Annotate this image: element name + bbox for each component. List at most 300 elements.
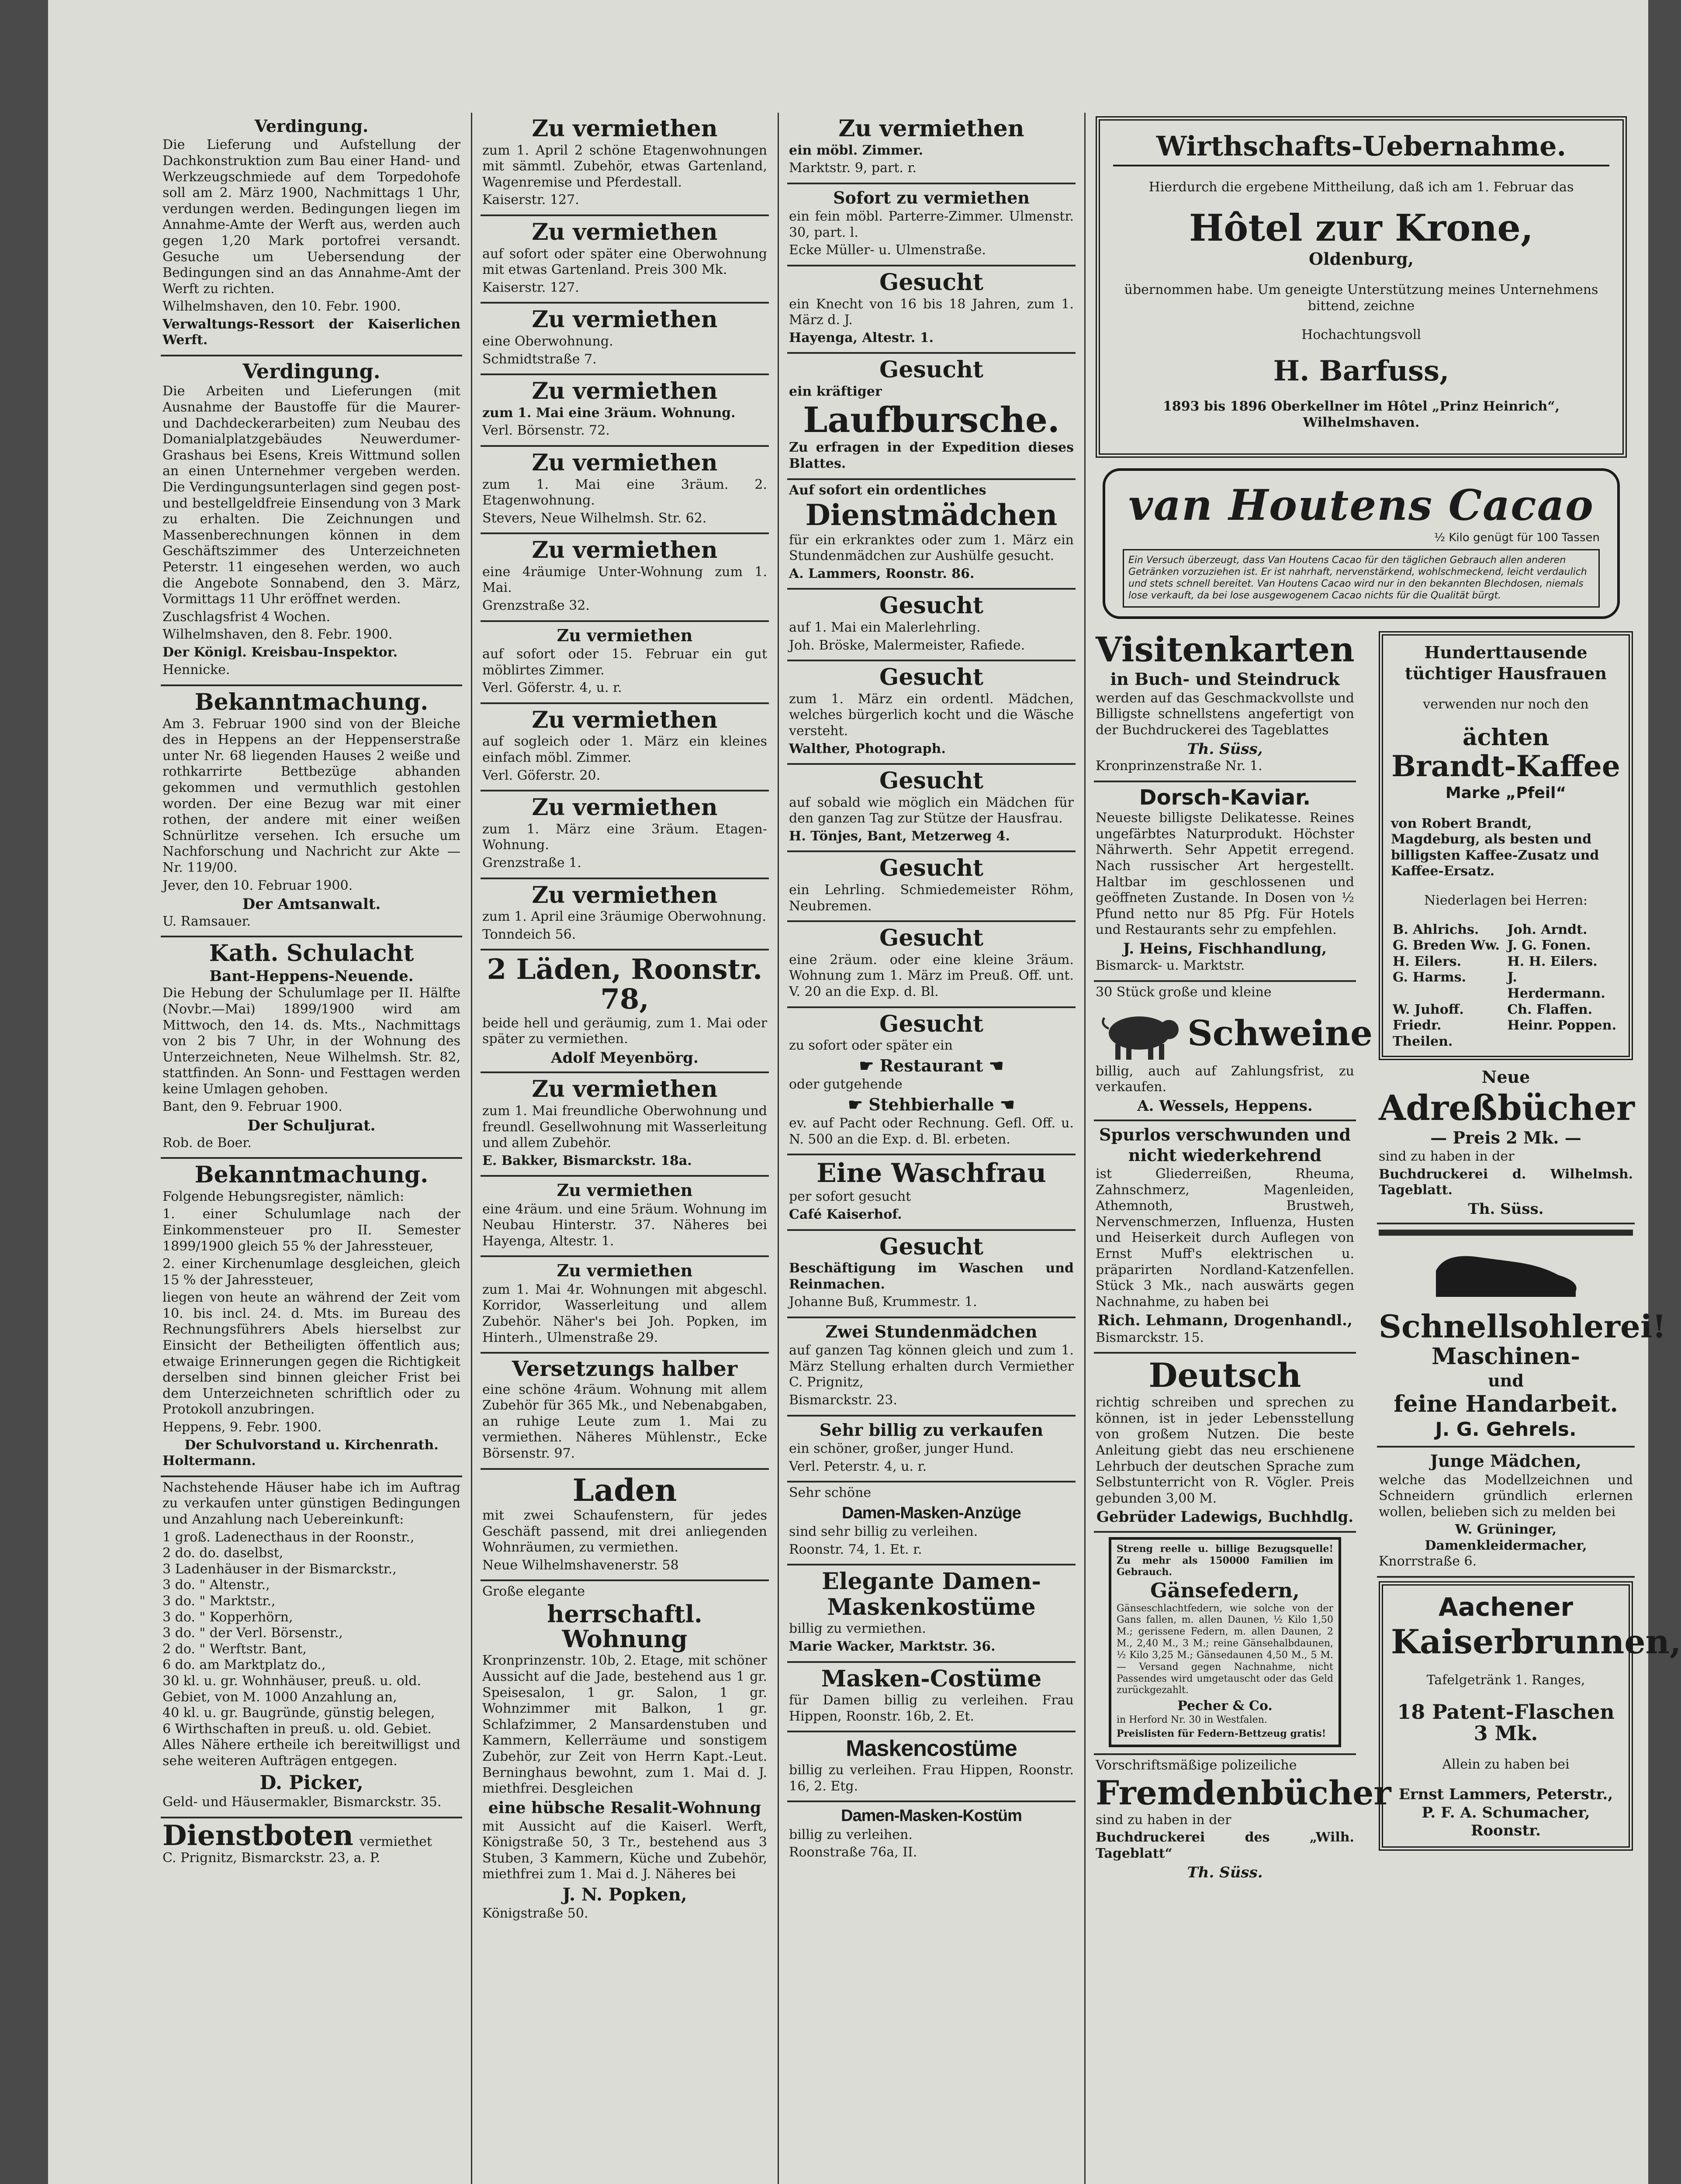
ad-schnellsohlerei: [1377, 1224, 1666, 1448]
cacao-subtitle: ½ Kilo genügt für 100 Tassen: [1434, 531, 1600, 544]
ad-line: verwenden nur noch den: [1423, 697, 1589, 712]
ad-body: ein schöner, großer, junger Hund.: [789, 1441, 1014, 1456]
ad-signature: Th. Süss.: [1187, 1863, 1263, 1881]
ad-city: Oldenburg,: [1309, 249, 1414, 269]
ad-title: 2 Läden, Roonstr. 78,: [487, 953, 763, 1016]
ad-aachener-kaiserbrunnen: [1379, 1581, 1681, 1851]
ad-title: Sofort zu vermiethen: [833, 187, 1030, 207]
ad-address: Schmidtstraße 7.: [482, 351, 597, 367]
ad-fremdenbuecher: [1094, 1755, 1391, 1886]
ad-name: Rob. de Boer.: [163, 1135, 252, 1151]
ad-body: beide hell und geräumig, zum 1. Mai oder später zu vermiethen.: [482, 1015, 767, 1047]
table-cell: B. Ahlrichs.: [1393, 922, 1479, 937]
ad-body: Kronprinzenstr. 10b, 2. Etage, mit schöner Aussicht auf die Jade, bestehend aus 1 gr. Speisesalon, 1 gr. Salon, 1 gr. Wohnzimmer mit Balkon, 1 gr. Schlafzimmer, 2 Mansardenstuben und Kammern, Kellerräume und sonstigem Zubehör, zur Zeit von Herrn Kapt.-Leut. Berninghaus bewohnt, zum 1. Mai d. J. miethfrei. Desgleichen: [482, 1653, 767, 1797]
table-row: [1391, 938, 1621, 954]
ad-firm: Pecher & Co.: [1177, 1698, 1273, 1714]
ad-body: auf sobald wie möglich ein Mädchen für den ganzen Tag zur Stütze der Hausfrau.: [789, 795, 1074, 826]
ad-title: Dienstmädchen: [805, 498, 1058, 532]
table-cell: Ch. Flaffen.: [1507, 1002, 1593, 1017]
ad-pretitle: Sehr schöne: [789, 1485, 872, 1501]
cacao-brand: van Houtens Cacao: [1128, 480, 1594, 530]
ad-address: Marie Wacker, Marktstr. 36.: [789, 1639, 996, 1655]
ad-title: Kaiserbrunnen,: [1391, 1622, 1681, 1661]
ad-intro: Nachstehende Häuser habe ich im Auftrag zu verkaufen unter günstigen Bedingungen und Anzahlung nach Uebereinkunft:: [163, 1479, 460, 1527]
ad-zu-vermiethen: [481, 304, 769, 375]
column-2: [481, 113, 769, 2184]
ad-dorsch-kaviar: [1094, 782, 1356, 982]
ad-subtitle: Geld- und Häusermakler, Bismarckstr. 35.: [163, 1794, 442, 1810]
table-cell: H. H. Eilers.: [1507, 954, 1598, 969]
ad-title-2: Laufbursche.: [803, 399, 1060, 441]
ad-address: Bismarckstr. 15.: [1096, 1330, 1204, 1345]
ad-date: Heppens, 9. Febr. 1900.: [163, 1420, 322, 1435]
ad-body: billig zu verleihen. Frau Hippen, Roonstr. 16, 2. Etg.: [789, 1762, 1074, 1794]
ad-signature: J. N. Popken,: [562, 1884, 687, 1905]
ad-address: Grenzstraße 32.: [482, 598, 590, 614]
ad-zu-vermiethen: [481, 879, 769, 951]
ad-signature: Verwaltungs-Ressort der Kaiserlichen Werft.: [163, 316, 460, 348]
ad-body: zum 1. März eine 3räum. Etagen-Wohnung.: [482, 821, 767, 853]
ad-bekanntmachung-amtsanwalt: [161, 686, 462, 937]
ad-zu-vermiethen: [481, 113, 769, 216]
ad-signature: Der Amtsanwalt.: [242, 895, 381, 913]
ad-address: Grenzstraße 1.: [482, 855, 581, 871]
ad-brandt-kaffee: [1379, 631, 1633, 1061]
ad-kath-schulacht: [161, 937, 462, 1159]
ad-place: Buchdruckerei des „Wilh. Tageblatt“: [1096, 1830, 1354, 1862]
ad-title: Zu vermiethen: [532, 881, 718, 909]
ad-body: mit zwei Schaufenstern, für jedes Geschäft passend, mit drei anliegenden Wohnräumen, zu vermiethen.: [482, 1508, 767, 1555]
ad-schweine: [1094, 982, 1373, 1121]
ad-subtitle: in Buch- und Steindruck: [1110, 669, 1340, 689]
ad-signature: J. G. Gehrels.: [1435, 1418, 1577, 1441]
ad-title: Dienstboten: [163, 1819, 353, 1852]
dealer-table: [1391, 922, 1621, 1050]
table-row: [1391, 954, 1621, 970]
ad-title: Sehr billig zu verkaufen: [819, 1420, 1044, 1440]
ad-signature: Rich. Lehmann, Drogenhandl.,: [1097, 1312, 1352, 1330]
ad-pretitle: Große elegante: [482, 1584, 585, 1600]
ad-body: zum 1. Mai eine 3räum. 2. Etagenwohnung.: [482, 477, 767, 508]
ad-body: eine 4räum. und eine 5räum. Wohnung im Neubau Hinterstr. 37. Näheres bei Hayenga, Altestr. 1.: [482, 1201, 767, 1249]
ad-title: Fremdenbücher: [1096, 1773, 1391, 1813]
ad-top: Streng reelle u. billige Bezugsquelle! Zu mehr als 150000 Familien im Gebrauch.: [1117, 1543, 1333, 1578]
ad-intro: Hierdurch die ergebene Mittheilung, daß ich am 1. Februar das: [1148, 180, 1574, 195]
column-4: [1094, 113, 1681, 2184]
ad-date: Jever, den 10. Februar 1900.: [163, 878, 353, 893]
divider-bar: [1379, 1230, 1633, 1236]
ad-place: Buchdruckerei d. Wilhelmsh. Tageblatt.: [1379, 1166, 1633, 1198]
ad-signature: Gebrüder Ladewigs, Buchhdlg.: [1096, 1508, 1354, 1526]
ad-body: eine 2räum. oder eine kleine 3räum. Wohnung zum 1. März im Preuß. Off. unt. V. 20 an die Exp. d. Bl.: [789, 952, 1074, 1000]
ad-address: Neue Wilhelmshavenerstr. 58: [482, 1557, 679, 1573]
ad-title: Elegante Damen-: [822, 1568, 1041, 1595]
ad-zu-vermiethen: [787, 113, 1076, 184]
ad-line: Tafelgetränk 1. Ranges,: [1426, 1672, 1585, 1688]
ad-address: Kaiserstr. 127.: [482, 280, 579, 295]
ad-address: Königstraße 50.: [482, 1905, 588, 1921]
ad-body: eine schöne 4räum. Wohnung mit allem Zubehör für 365 Mk., und Nebenabgaben, an ruhige Leute zum 1. Mai zu vermiethen. Näheres Mühlenstr., Ecke Börsenstr. 97.: [482, 1382, 767, 1461]
ad-title: Zu vermiethen: [532, 306, 718, 333]
ad-zu-vermiethen: [481, 791, 769, 879]
ad-body: ev. auf Pacht oder Rechnung. Gefl. Off. u. N. 500 an die Exp. d. Bl. erbeten.: [789, 1116, 1074, 1147]
ad-hund-verkaufen: [787, 1417, 1076, 1483]
ad-line: P. F. A. Schumacher, Roonstr.: [1422, 1804, 1590, 1840]
table-cell: G. Harms.: [1393, 970, 1467, 985]
ad-title: Brandt-Kaffee: [1391, 749, 1620, 784]
ad-body: zum 1. Mai 4r. Wohnungen mit abgeschl. Korridor, Wasserleitung und allem Zubehör. Näher's bei Joh. Popken, im Hinterh., Ulmenstraße 29.: [482, 1282, 767, 1345]
ad-body: richtig schreiben und sprechen zu können, ist in jeder Lebensstellung von großem Nutzen. Die beste Anleitung giebt das neu erschienene Lehrbuch der deutschen Sprache zum Selbstunterricht von R. Vögler. Preis gebunden 3,00 M.: [1096, 1395, 1354, 1506]
ad-address: Roonstr. 74, 1. Et. r.: [789, 1541, 922, 1557]
ad-laeden-roonstr: [481, 950, 769, 1073]
list-item: 3 do. " der Verl. Börsenstr.,: [163, 1625, 343, 1641]
ad-title: Schnellsohlerei!: [1379, 1308, 1666, 1345]
column-3: [787, 113, 1076, 2184]
ad-body: Die Lieferung und Aufstellung der Dachkonstruktion zum Bau einer Hand- und Werkzeugschmiede auf dem Torpedohofe soll am 2. März 1900, Nachmittags 1 Uhr, verdungen werden. Bedingungen liegen im Annahme-Amte der Werft aus, werden auch gegen 1,20 Mark portofrei versandt. Gesuche um Uebersendung der Bedingungen sind an das Annahme-Amt der Werft zu richten.: [163, 137, 460, 297]
ad-title: Bekanntmachung.: [194, 1161, 429, 1189]
ad-address: Bismarckstr. 23.: [789, 1393, 897, 1408]
ad-body: liegen von heute an während der Zeit vom 10. bis incl. 24. d. Mts. im Bureau des Rechnungsführers Abels hierselbst zur Einsicht der Betheiligten öffentlich aus; etwaige Erinnerungen gegen die Richtigkeit derselben sind binnen gleicher Frist bei dem Unterzeichneten schriftlich oder zu Protokoll anzubringen.: [163, 1290, 460, 1417]
ad-address: Joh. Bröske, Malermeister, Rafiede.: [789, 637, 1025, 653]
cacao-body: Ein Versuch überzeugt, dass Van Houtens Cacao für den täglichen Gebrauch allen anderen Getränken vorzuziehen ist. Er ist nahrhaft, nervenstärkend, wohlschmeckend, leicht verdaulich und stets schnell bereitet. Van Houtens Cacao wird nur in den bekannten Blechdosen, niemals lose verkauft, da bei lose ausgewogenem Cacao nichts für die Qualität bürgt.: [1123, 549, 1600, 607]
ad-body: eine 4räumige Unter-Wohnung zum 1. Mai.: [482, 564, 767, 596]
ad-body: Gänseschlachtfedern, wie solche von der Gans fallen, m. allen Daunen, ½ Kilo 1,50 M.; gerissene Federn, m. allen Daunen, 2 M., 2,40 M., 3 M.; reine Gänsehalbdaunen, ½ Kilo 3,25 M.; Gänsedaunen 4,50 M., 5 M. — Versand gegen Nachnahme, nicht Passendes wird umgetauscht oder das Geld zurückgezahlt.: [1117, 1603, 1333, 1696]
ad-body: oder gutgehende: [789, 1077, 903, 1092]
list-item: 3 do. " Kopperhörn,: [163, 1609, 293, 1625]
ad-title: Versetzungs halber: [512, 1357, 738, 1382]
pointing-hand-icon: ☚: [983, 1055, 1004, 1075]
ad-zu-vermiethen: [481, 704, 769, 791]
ad-address: C. Prignitz, Bismarckstr. 23, a. P.: [163, 1850, 380, 1866]
ad-gesucht-lehrling: [787, 852, 1076, 922]
list-item: 30 kl. u. gr. Wohnhäuser, preuß. u. old. Gebiet, von M. 1000 Anzahlung an,: [163, 1673, 422, 1705]
list-item: 40 kl. u. gr. Baugründe, günstig belegen,: [163, 1705, 435, 1721]
ad-address: Verl. Peterstr. 4, u. r.: [789, 1458, 927, 1474]
ad-stundenmaedchen: [787, 1318, 1076, 1417]
ad-signature: H. Barfuss,: [1273, 355, 1449, 388]
ad-address: Kronprinzenstraße Nr. 1.: [1096, 758, 1262, 774]
ad-line: Aachener: [1438, 1592, 1574, 1622]
table-row: [1391, 970, 1621, 1002]
ad-signature: Der Schulvorstand u. Kirchenrath.: [184, 1437, 439, 1453]
ad-title: Zu vermiethen: [532, 706, 718, 733]
ad-picker-haeuser: [161, 1477, 462, 1818]
ad-title: Laden: [572, 1472, 677, 1508]
ad-sheet: [161, 113, 1681, 2184]
ad-body-2: mit Aussicht auf die Kaiserl. Werft, Königstraße 50, 3 Tr., bestehend aus 3 Stuben, 3 Kammern, Küche und Zubehör, miethfrei zum 1. Mai d. J. Näheres bei: [482, 1818, 767, 1882]
ad-body: zu sofort oder später ein: [789, 1038, 953, 1054]
ad-title: Spurlos verschwunden und nicht wiederkehrend: [1099, 1125, 1351, 1165]
pointing-hand-icon: ☛: [859, 1055, 880, 1075]
ad-zu-vermiethen: [481, 622, 769, 704]
ad-waschfrau: [787, 1155, 1076, 1230]
ad-title: Verdingung.: [242, 359, 380, 384]
ad-name: Hennicke.: [163, 662, 230, 678]
ad-title: Zu vermiethen: [532, 378, 718, 405]
ad-signature: Der Königl. Kreisbau-Inspektor.: [163, 644, 398, 660]
ad-body: ein fein möbl. Parterre-Zimmer. Ulmenstr. 30, part. l.: [789, 209, 1074, 240]
ad-dienstmaedchen: [787, 480, 1076, 590]
ad-verdingung-werft: [161, 113, 462, 356]
ad-zu-vermiethen-bakker: [481, 1073, 769, 1177]
ad-address: Verl. Göferstr. 4, u. r.: [482, 680, 622, 696]
ad-footnote: Preislisten für Federn-Bettzeug gratis!: [1117, 1728, 1326, 1739]
list-item: 3 do. " Altenstr.,: [163, 1577, 270, 1593]
ad-intro: Folgende Hebungsregister, nämlich:: [163, 1189, 405, 1204]
ad-body: zum 1. Mai eine 3räum. Wohnung.: [482, 405, 736, 421]
list-item: 1 groß. Ladenecthaus in der Roonstr.,: [163, 1529, 415, 1545]
ad-marke: Marke „Pfeil“: [1445, 784, 1567, 802]
ad-pretitle: Vorschriftsmäßige polizeiliche: [1096, 1758, 1297, 1773]
ad-gesucht-stuetze: [787, 765, 1076, 852]
ad-line: feine Handarbeit.: [1394, 1390, 1618, 1417]
ad-laden: [481, 1470, 769, 1582]
column-divider: [1084, 113, 1086, 2184]
ad-line: tüchtiger Hausfrauen: [1405, 663, 1607, 683]
ad-title: Bekanntmachung.: [194, 689, 429, 716]
ad-body: auf sofort oder 15. Februar ein gut möblirtes Zimmer.: [482, 646, 767, 678]
ad-spurlos-verschwunden: [1094, 1121, 1356, 1354]
ad-signature: D. Picker,: [259, 1771, 363, 1794]
ad-gesucht-restaurant: [787, 1008, 1076, 1156]
ad-body: billig zu verleihen.: [789, 1827, 913, 1842]
list-item: 6 Wirthschaften in preuß. u. old. Gebiet.: [163, 1721, 432, 1737]
ad-body: auf sofort oder später eine Oberwohnung mit etwas Gartenland. Preis 300 Mk.: [482, 246, 767, 278]
ad-pretitle: 30 Stück große und kleine: [1096, 984, 1272, 1000]
column-4a: [1094, 628, 1391, 1887]
ad-signature: Th. Süss,: [1187, 740, 1263, 758]
ad-body: auf 1. Mai ein Malerlehrling.: [789, 619, 981, 635]
ad-title: Dorsch-Kaviar.: [1139, 785, 1311, 810]
ad-body: ein möbl. Zimmer.: [789, 142, 924, 158]
ad-title: Schweine: [1187, 1012, 1373, 1054]
ad-body: zum 1. März ein ordentl. Mädchen, welches bürgerlich kocht und die Wäsche versteht.: [789, 691, 1074, 739]
house-list: [163, 1530, 460, 1738]
ad-name: U. Ramsauer.: [163, 913, 251, 929]
ad-body: Die Hebung der Schulumlage per II. Hälfte (Novbr.—Mai) 1899/1900 wird am Mittwoch, den 14. ds. Mts., Nachmittags von 2 bis 7 Uhr, in der Wohnung des Unterzeichneten, Neue Wilhelmsh. Str. 82, stattfinden. An Sonn- und Festtagen werden keine Umlagen gehoben.: [163, 985, 460, 1097]
ad-title: Gesucht: [879, 925, 984, 952]
ad-address: Walther, Photograph.: [789, 741, 946, 757]
ad-address: in Herford Nr. 30 in Westfalen.: [1117, 1714, 1267, 1725]
ad-title: Zu vermiethen: [532, 449, 718, 476]
table-cell: G. Breden Ww.: [1393, 938, 1500, 954]
ad-title: Zu vermiethen: [532, 218, 718, 245]
ad-versetzungs-halber: [481, 1354, 769, 1469]
ad-title: Zu vermiethen: [532, 794, 718, 821]
ad-verdingung-neubau: [161, 356, 462, 686]
ad-body: auf sogleich oder 1. März ein kleines einfach möbl. Zimmer.: [482, 734, 767, 765]
ad-line: Hunderttausende: [1424, 642, 1588, 662]
ad-title: Gesucht: [879, 1010, 984, 1037]
ad-title: Verdingung.: [254, 116, 369, 136]
ad-address: Roonstraße 76a, II.: [789, 1845, 917, 1860]
ad-address: Verl. Börsenstr. 72.: [482, 423, 610, 439]
ad-line: Maschinen-: [1431, 1343, 1581, 1370]
ad-title: Damen-Masken-Kostüm: [841, 1807, 1022, 1825]
pig-icon: [1096, 1002, 1183, 1064]
ad-body: ein Lehrling. Schmiedemeister Röhm, Neubremen.: [789, 882, 1074, 914]
ad-item: 1. einer Schulumlage nach der Einkommensteuer pro II. Semester 1899/1900 gleich 55 % der Jahressteuer,: [163, 1206, 460, 1254]
ad-line: Allein zu haben bei: [1442, 1756, 1570, 1772]
ad-line: Ernst Lammers, Peterstr.,: [1398, 1786, 1613, 1804]
ad-damen-masken-anzuege: [787, 1482, 1076, 1565]
table-cell: H. Eilers.: [1393, 954, 1462, 969]
ad-zu-vermiethen: [481, 375, 769, 447]
ad-address: E. Bakker, Bismarckstr. 18a.: [482, 1153, 692, 1168]
ad-body: sind zu haben in der: [1379, 1149, 1515, 1165]
list-item: 6 do. am Marktplatz do.,: [163, 1657, 326, 1673]
boot-icon: [1427, 1240, 1584, 1306]
list-item: 2 do. " Werftstr. Bant,: [163, 1641, 307, 1657]
column-4-split: [1094, 628, 1681, 1887]
column-divider: [778, 113, 779, 2184]
ad-signature: A. Wessels, Heppens.: [1137, 1097, 1313, 1115]
ad-title: Eine Waschfrau: [816, 1158, 1047, 1189]
list-item: 2 do. do. daselbst,: [163, 1545, 284, 1561]
ad-address: H. Tönjes, Bant, Metzerweg 4.: [789, 828, 1010, 844]
ad-title: Gesucht: [879, 356, 984, 384]
ad-address: Johanne Buß, Krummestr. 1.: [789, 1294, 977, 1310]
ad-line: Neue: [1481, 1067, 1530, 1087]
column-divider: [471, 113, 472, 2184]
ad-address: Kaiserstr. 127.: [482, 192, 579, 208]
ad-body: sind sehr billig zu verleihen.: [789, 1524, 978, 1540]
table-row: [1391, 1002, 1621, 1018]
ad-highlight: [789, 1095, 1074, 1115]
ad-zu-vermiethen-hayenga: [481, 1177, 769, 1257]
ad-title: Damen-Masken-Anzüge: [842, 1503, 1021, 1522]
ad-date: Wilhelmshaven, den 8. Febr. 1900.: [163, 627, 393, 643]
ad-body: Beschäftigung im Waschen und Reinmachen.: [789, 1261, 1074, 1292]
ad-title: Junge Mädchen,: [1430, 1451, 1582, 1471]
ad-title: Gesucht: [879, 855, 984, 882]
ad-zu-vermiethen: [481, 447, 769, 534]
ad-van-houtens-cacao: [1103, 468, 1620, 619]
ad-body: übernommen habe. Um geneigte Unterstützung meines Unternehmens bittend, zeichne: [1124, 282, 1598, 314]
ad-title: Zu vermiethen: [532, 1076, 718, 1103]
ad-title: Wirthschafts-Uebernahme.: [1113, 132, 1609, 166]
ad-signature: Th. Süss.: [1468, 1200, 1544, 1218]
ad-title: Adreßbücher: [1379, 1087, 1635, 1128]
ad-address: Marktstr. 9, part. r.: [789, 160, 917, 176]
column-4b: [1377, 628, 1681, 1887]
ad-title: Zu vermiethen: [557, 1180, 693, 1200]
ad-subtitle: Bant-Heppens-Neuende.: [209, 967, 414, 985]
ad-body-2: Zu erfragen in der Expedition dieses Blattes.: [789, 440, 1074, 472]
ad-pretitle: Auf sofort ein ordentliches: [789, 482, 986, 498]
ad-bekanntmachung-heppens: [161, 1159, 462, 1477]
table-cell: Joh. Arndt.: [1507, 922, 1588, 937]
ad-signature: J. Heins, Fischhandlung,: [1123, 940, 1327, 957]
ad-address: Stevers, Neue Wilhelmsh. Str. 62.: [482, 510, 707, 526]
ad-frist: Zuschlagsfrist 4 Wochen.: [163, 609, 331, 625]
ad-line: 18 Patent-Flaschen 3 Mk.: [1397, 1700, 1615, 1745]
ad-body: von Robert Brandt, Magdeburg, als besten und billigsten Kaffee-Zusatz und Kaffee-Ersatz.: [1391, 816, 1599, 879]
ad-body: per sofort gesucht: [789, 1189, 911, 1205]
list-item: 3 do. " Marktstr.,: [163, 1593, 276, 1609]
ad-title-2: Maskenkostüme: [827, 1593, 1036, 1621]
ad-adressbuecher: [1377, 1064, 1635, 1224]
table-row: [1391, 1018, 1621, 1050]
ad-hotel-krone: [1096, 116, 1627, 458]
ad-title: Masken-Costüme: [821, 1665, 1042, 1692]
list-item: 3 Ladenhäuser in der Bismarckstr.,: [163, 1561, 397, 1577]
ad-title: Zu vermiethen: [838, 115, 1024, 142]
ad-greeting: Hochachtungsvoll: [1301, 327, 1421, 343]
ad-title: herrschaftl. Wohnung: [547, 1600, 702, 1653]
ad-title: Deutsch: [1148, 1356, 1301, 1395]
restaurant-label: Restaurant: [879, 1055, 983, 1075]
ad-signature: Der Schuljurat.: [247, 1117, 376, 1135]
ad-address: Café Kaiserhof.: [789, 1206, 902, 1222]
ad-address: Hayenga, Altestr. 1.: [789, 330, 934, 346]
ad-body: zum 1. Mai freundliche Oberwohnung und freundl. Gesellwohnung mit Wasserleitung und allem Zubehör.: [482, 1103, 767, 1151]
ad-signature: W. Grüninger, Damenkleidermacher,: [1425, 1522, 1587, 1553]
ad-title: Visitenkarten: [1096, 629, 1355, 670]
stehbierhalle-label: Stehbierhalle: [868, 1094, 994, 1114]
ad-title: Gesucht: [879, 664, 984, 691]
ad-item: 2. einer Kirchenumlage desgleichen, gleich 15 % der Jahressteuer,: [163, 1256, 460, 1288]
ad-gesucht-waschen: [787, 1231, 1076, 1318]
ad-herrschaftliche-wohnung: [481, 1581, 769, 1928]
gaense-box: [1109, 1537, 1341, 1748]
ad-title: Zu vermiethen: [557, 1261, 693, 1281]
ad-body: welche das Modellzeichnen und Schneidern gründlich erlernen wollen, belieben sich zu melden bei: [1379, 1472, 1633, 1520]
ad-visitenkarten: [1094, 628, 1356, 782]
ad-footnote: 1893 bis 1896 Oberkellner im Hôtel „Prinz Heinrich“, Wilhelmshaven.: [1162, 399, 1560, 430]
ad-gesucht-knecht: [787, 266, 1076, 354]
newspaper-page: [48, 0, 1681, 2184]
ad-body: eine Oberwohnung.: [482, 333, 613, 349]
ad-damen-masken-kostuem: [787, 1802, 1076, 1867]
ad-maskencostueme: [787, 1732, 1076, 1802]
ad-title: Gänsefedern,: [1150, 1579, 1300, 1603]
pointing-hand-icon: ☛: [848, 1094, 869, 1114]
ad-gesucht-malerlehrling: [787, 590, 1076, 661]
ad-title-2: eine hübsche Resalit-Wohnung: [488, 1798, 761, 1817]
ad-body: Die Arbeiten und Lieferungen (mit Ausnahme der Baustoffe für die Maurer- und Dachdeckerarbeiten) zum Neubau des Domanialplatzgebäudes Neuwerdumer-Grashaus bei Esens, Kreis Wittmund sollen an einen Unternehmer vergeben werden. Die Verdingungsunterlagen sind gegen post- und bestellgeldfreie Einsendung von 3 Mark zu erhalten. Die Zeichnungen und Massenberechnungen können in dem Geschäftszimmer des Unterzeichneten Peterstr. 11 eingesehen werden, wo auch die Angebote Sonnabend, den 3. März, Vormittags 11 Uhr eröffnet werden.: [163, 384, 460, 607]
ad-dienstboten: [161, 1818, 462, 1873]
ad-date: Wilhelmshaven, den 10. Febr. 1900.: [163, 299, 401, 314]
ad-title: Zwei Stundenmädchen: [825, 1321, 1038, 1341]
table-cell: Heinr. Poppen.: [1507, 1018, 1617, 1033]
ad-hotel-name: Hôtel zur Krone,: [1189, 206, 1534, 249]
ad-niederlagen: Niederlagen bei Herren:: [1424, 893, 1588, 909]
table-cell: Friedr. Theilen.: [1393, 1018, 1453, 1049]
ad-name: Holtermann.: [163, 1453, 256, 1469]
ad-gesucht-laufbursche: [787, 354, 1076, 480]
ad-junge-maedchen: [1377, 1448, 1635, 1578]
ad-title: Zu vermiethen: [557, 625, 693, 645]
ad-title: Maskencostüme: [846, 1736, 1017, 1762]
ad-body: Neueste billigste Delikatesse. Reines ungefärbtes Naturprodukt. Höchster Nährwerth. Sehr Appetit erregend. Nach russischer Art hergestellt. Haltbar im geschlossenen und geöffneten Zustande. In Dosen von ½ Pfund netto nur 85 Pfg. Für Hotels und Restaurants sehr zu empfehlen.: [1096, 810, 1354, 938]
ad-body: sind zu haben in der: [1096, 1812, 1231, 1828]
ad-body: Am 3. Februar 1900 sind von der Bleiche des in Heppens an der Heppenserstraße unter Nr. 68 liegenden Hauses 2 weiße und rothkarrirte Bettbezüge abhanden gekommen und vermuthlich gestohlen worden. Der eine Bezug war mit einer rothen, der andere mit einer weißen Schnürlitze versehen. Ich ersuche um Nachforschung und Nachricht zur Akte — Nr. 119/00.: [163, 716, 460, 875]
ad-address: Verl. Göferstr. 20.: [482, 767, 601, 783]
ad-outro: Alles Nähere ertheile ich bereitwilligst und sehe weiteren Aufträgen entgegen.: [163, 1737, 460, 1769]
ad-date: Bant, den 9. Februar 1900.: [163, 1099, 342, 1115]
ad-body: billig zu vermiethen.: [789, 1621, 926, 1637]
ad-title: Kath. Schulacht: [209, 940, 414, 967]
ad-body: zum 1. April 2 schöne Etagenwohnungen mit sämmtl. Zubehör, etwas Gartenland, Wagenremise und Pferdestall.: [482, 142, 767, 190]
ad-deutsch: [1094, 1354, 1356, 1532]
ad-title: Gesucht: [879, 269, 984, 296]
ad-gesucht-maedchen: [787, 661, 1076, 765]
pointing-hand-icon: ☚: [994, 1094, 1015, 1114]
ad-elegante-maskenkostueme: [787, 1565, 1076, 1662]
ad-price: — Preis 2 Mk. —: [1430, 1127, 1581, 1147]
ad-address: Ecke Müller- u. Ulmenstraße.: [789, 242, 986, 258]
